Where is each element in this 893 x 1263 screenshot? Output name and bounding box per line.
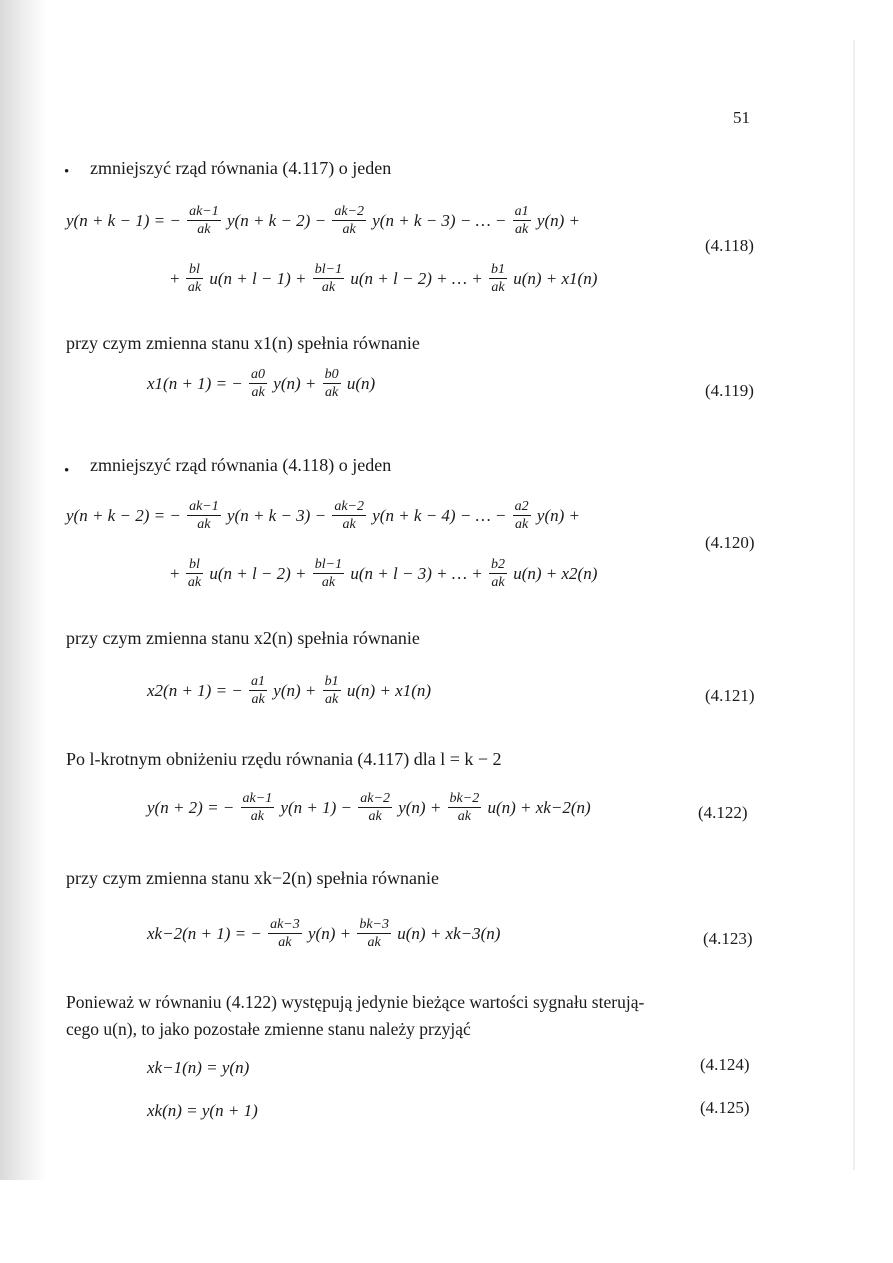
paragraph-5-line-1: Ponieważ w równaniu (4.122) występują jedynie bieżące wartości sygnału sterują-: [66, 992, 645, 1012]
page-number: 51: [733, 108, 750, 127]
equation-number-4-124: (4.124): [700, 1055, 750, 1074]
equation-4-123: xk−2(n + 1) = − $\frac{ak-3}{ak}$ y(n) + $\frac{bk-3}{ak}$ u(n) + xk−3(n): [147, 917, 501, 950]
paragraph-4: przy czym zmienna stanu xk−2(n) spełnia równanie: [66, 868, 440, 888]
paragraph-1: przy czym zmienna stanu x1(n) spełnia równanie: [66, 333, 420, 353]
equation-4-124: xk−1(n) = y(n): [147, 1058, 250, 1077]
bullet-text-1: zmniejszyć rząd równania (4.117) o jeden: [90, 158, 392, 178]
scan-shadow-left: [0, 0, 46, 1180]
equation-number-4-122: (4.122): [698, 803, 748, 822]
scan-edge-right: [853, 40, 855, 1170]
bullet-2: •: [64, 463, 70, 479]
equation-4-118-line-2: + $\frac{bl}{ak}$ u(n + l − 1) + $\frac{bl-1}{ak}$ u(n + l − 2) + … + $\frac{b1}{ak}$ u(n) + x1(n): [170, 262, 598, 295]
equation-4-120-line-1: y(n + k − 2) = − $\frac{ak-1}{ak}$ y(n + k − 3) − $\frac{ak-2}{ak}$ y(n + k − 4) − … − $\frac{a2}{ak}$ y(n) +: [66, 499, 580, 532]
equation-4-125: xk(n) = y(n + 1): [147, 1101, 258, 1120]
paragraph-3: Po l-krotnym obniżeniu rzędu równania (4.117) dla l = k − 2: [66, 749, 502, 769]
equation-number-4-121: (4.121): [705, 686, 755, 705]
equation-4-120-line-2: + $\frac{bl}{ak}$ u(n + l − 2) + $\frac{bl-1}{ak}$ u(n + l − 3) + … + $\frac{b2}{ak}$ u(n) + x2(n): [170, 557, 598, 590]
bullet-text-2: zmniejszyć rząd równania (4.118) o jeden: [90, 455, 392, 475]
equation-4-122: y(n + 2) = − $\frac{ak-1}{ak}$ y(n + 1) − $\frac{ak-2}{ak}$ y(n) + $\frac{bk-2}{ak}$ u(n) + xk−2(n): [147, 791, 591, 824]
paragraph-2: przy czym zmienna stanu x2(n) spełnia równanie: [66, 628, 420, 648]
equation-4-119: x1(n + 1) = − $\frac{a0}{ak}$ y(n) + $\frac{b0}{ak}$ u(n): [147, 367, 376, 400]
equation-4-121: x2(n + 1) = − $\frac{a1}{ak}$ y(n) + $\frac{b1}{ak}$ u(n) + x1(n): [147, 674, 432, 707]
equation-number-4-123: (4.123): [703, 929, 753, 948]
equation-4-118-line-1: y(n + k − 1) = − $\frac{ak-1}{ak}$ y(n + k − 2) − $\frac{ak-2}{ak}$ y(n + k − 3) − … − $\frac{a1}{ak}$ y(n) +: [66, 204, 580, 237]
paragraph-5-line-2: cego u(n), to jako pozostałe zmienne stanu należy przyjąć: [66, 1019, 471, 1039]
bullet-1: •: [64, 164, 70, 180]
equation-number-4-120: (4.120): [705, 533, 755, 552]
equation-number-4-119: (4.119): [705, 381, 754, 400]
equation-number-4-118: (4.118): [705, 236, 754, 255]
equation-number-4-125: (4.125): [700, 1098, 750, 1117]
